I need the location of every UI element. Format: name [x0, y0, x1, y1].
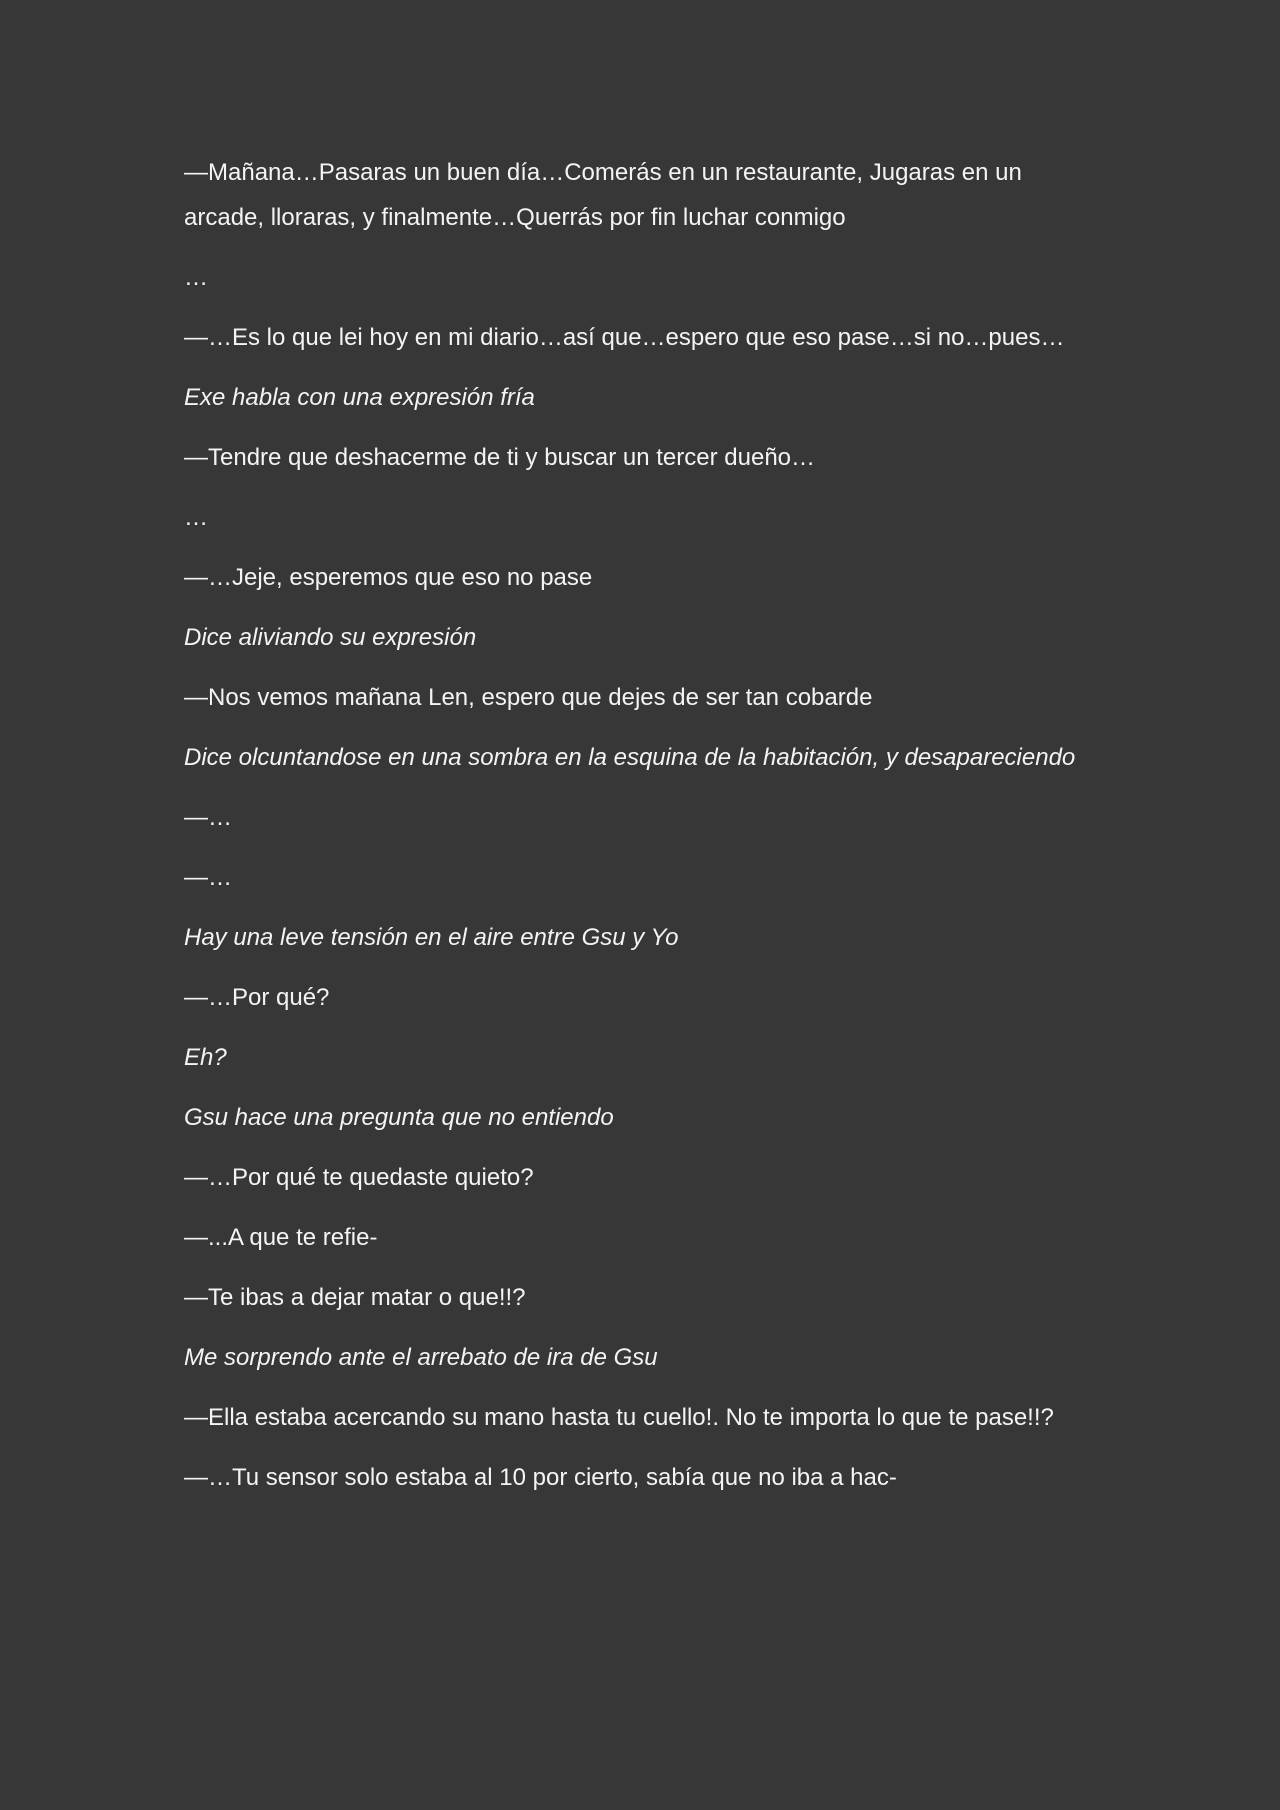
- paragraph-11: —…: [184, 804, 232, 831]
- paragraph-18: —...A que te refie-: [184, 1224, 378, 1251]
- paragraph-2: …: [184, 264, 208, 291]
- narration-15: Eh?: [184, 1044, 227, 1071]
- paragraph-6: …: [184, 504, 208, 531]
- narration-20: Me sorprendo ante el arrebato de ira de Gsu: [184, 1344, 658, 1371]
- paragraph-5: —Tendre que deshacerme de ti y buscar un tercer dueño…: [184, 444, 816, 471]
- narration-16: Gsu hace una pregunta que no entiendo: [184, 1104, 614, 1131]
- paragraph-9: —Nos vemos mañana Len, espero que dejes de ser tan cobarde: [184, 684, 873, 711]
- paragraph-19: —Te ibas a dejar matar o que!!?: [184, 1284, 526, 1311]
- paragraph-21: —Ella estaba acercando su mano hasta tu cuello!. No te importa lo que te pase!!?: [184, 1404, 1054, 1431]
- narration-8: Dice aliviando su expresión: [184, 624, 477, 651]
- paragraph-14: —…Por qué?: [184, 984, 330, 1011]
- paragraph-17: —…Por qué te quedaste quieto?: [184, 1164, 534, 1191]
- narration-4: Exe habla con una expresión fría: [184, 384, 535, 411]
- narration-13: Hay una leve tensión en el aire entre Gsu y Yo: [184, 924, 679, 951]
- narration-10: Dice olcuntandose en una sombra en la esquina de la habitación, y desapareciendo: [184, 744, 1076, 771]
- paragraph-3: —…Es lo que lei hoy en mi diario…así que…espero que eso pase…si no…pues…: [184, 324, 1065, 351]
- paragraph-7: —…Jeje, esperemos que eso no pase: [184, 564, 593, 591]
- paragraph-22: —…Tu sensor solo estaba al 10 por cierto, sabía que no iba a hac-: [184, 1464, 897, 1491]
- paragraph-12: —…: [184, 864, 232, 891]
- paragraph-1: —Mañana…Pasaras un buen día…Comerás en un restaurante, Jugaras en un arcade, lloraras, y finalmente…Querrás por fin luchar conmigo: [184, 159, 1022, 231]
